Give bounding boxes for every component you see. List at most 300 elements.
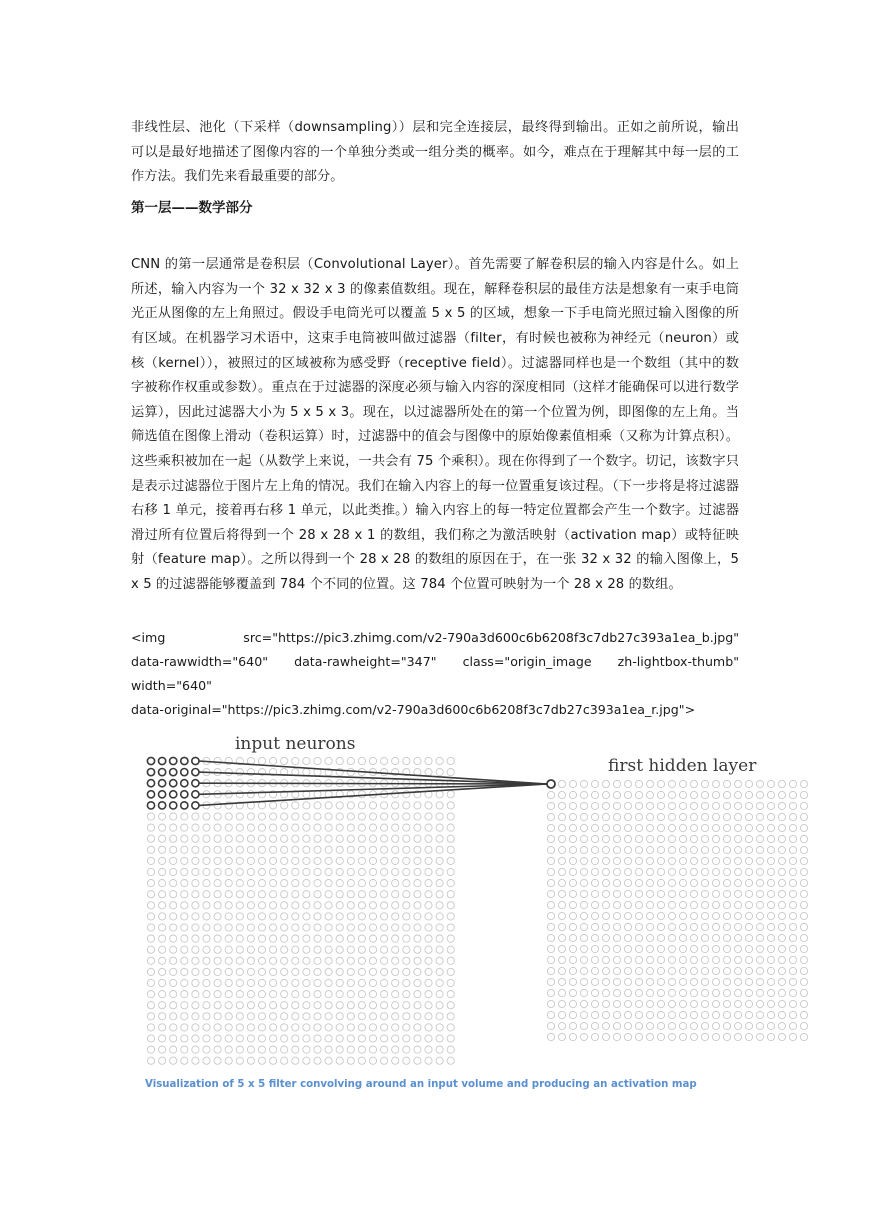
hidden-neuron (690, 868, 697, 875)
input-neuron (203, 991, 210, 998)
hidden-neuron (591, 835, 598, 842)
input-neuron (281, 1057, 288, 1064)
input-neuron (236, 1024, 243, 1031)
input-neuron (247, 1024, 254, 1031)
hidden-neuron (602, 945, 609, 952)
input-neuron (414, 1057, 421, 1064)
input-neuron (369, 891, 376, 898)
hidden-neuron (789, 857, 796, 864)
hidden-neuron (602, 879, 609, 886)
input-neuron (181, 891, 188, 898)
input-neuron (192, 868, 199, 875)
input-neuron (358, 902, 365, 909)
input-neuron (225, 913, 232, 920)
input-neuron (314, 957, 321, 964)
input-neuron (159, 968, 166, 975)
input-neuron (236, 1046, 243, 1053)
input-neuron (270, 857, 277, 864)
input-neuron (203, 846, 210, 853)
filter-neuron (147, 780, 154, 787)
input-neuron (314, 913, 321, 920)
hidden-neuron (690, 824, 697, 831)
hidden-neuron (679, 989, 686, 996)
input-neuron (192, 935, 199, 942)
input-neuron (281, 991, 288, 998)
input-neuron (369, 902, 376, 909)
hidden-neuron (657, 912, 664, 919)
filter-neuron (170, 769, 177, 776)
input-neuron (314, 991, 321, 998)
hidden-neuron (723, 978, 730, 985)
input-neuron (425, 1002, 432, 1009)
hidden-neuron (613, 989, 620, 996)
input-neuron (403, 902, 410, 909)
filter-neuron (147, 802, 154, 809)
hidden-neuron (668, 846, 675, 853)
input-neuron (170, 1035, 177, 1042)
input-neuron (292, 1046, 299, 1053)
input-neuron (369, 835, 376, 842)
input-neuron (258, 979, 265, 986)
hidden-neuron (789, 978, 796, 985)
input-neuron (247, 1057, 254, 1064)
input-neuron (425, 846, 432, 853)
input-neuron (247, 979, 254, 986)
input-neuron (436, 935, 443, 942)
input-neuron (159, 1046, 166, 1053)
input-neuron (258, 935, 265, 942)
input-neuron (403, 968, 410, 975)
hidden-neuron (558, 868, 565, 875)
hidden-neuron (745, 868, 752, 875)
input-neuron (403, 946, 410, 953)
hidden-neuron (602, 956, 609, 963)
hidden-neuron (646, 813, 653, 820)
hidden-neuron (778, 791, 785, 798)
filter-neuron (192, 802, 199, 809)
hidden-neuron (723, 901, 730, 908)
hidden-neuron (580, 978, 587, 985)
hidden-neuron (723, 1022, 730, 1029)
input-neuron (270, 913, 277, 920)
input-neuron (414, 991, 421, 998)
hidden-neuron (690, 1022, 697, 1029)
input-neuron (192, 891, 199, 898)
hidden-neuron (690, 901, 697, 908)
hidden-neuron (635, 813, 642, 820)
img-tag-class: class="origin_image (462, 654, 592, 669)
input-neuron (247, 1046, 254, 1053)
hidden-neuron (624, 934, 631, 941)
hidden-neuron (547, 989, 554, 996)
input-neuron (281, 813, 288, 820)
input-neuron (292, 902, 299, 909)
hidden-neuron (668, 912, 675, 919)
hidden-neuron (602, 791, 609, 798)
hidden-neuron (591, 1000, 598, 1007)
hidden-neuron (580, 879, 587, 886)
hidden-neuron (690, 802, 697, 809)
filter-connection-line (199, 783, 547, 784)
hidden-neuron (756, 967, 763, 974)
input-neuron (436, 868, 443, 875)
hidden-neuron (624, 857, 631, 864)
input-neuron (225, 924, 232, 931)
hidden-neuron (657, 835, 664, 842)
hidden-neuron (657, 945, 664, 952)
input-neuron (414, 857, 421, 864)
input-neuron (236, 813, 243, 820)
input-neuron (303, 802, 310, 809)
input-neuron (325, 880, 332, 887)
input-neuron (303, 1024, 310, 1031)
hidden-neuron (767, 890, 774, 897)
hidden-neuron (591, 1033, 598, 1040)
input-neuron (236, 1002, 243, 1009)
img-tag-rawheight: data-rawheight="347" (294, 654, 437, 669)
hidden-neuron (679, 923, 686, 930)
input-neuron (314, 868, 321, 875)
input-neuron (347, 913, 354, 920)
hidden-neuron (668, 824, 675, 831)
hidden-neuron (723, 857, 730, 864)
input-neuron (358, 857, 365, 864)
input-neuron (414, 813, 421, 820)
input-neuron (258, 846, 265, 853)
hidden-neuron (800, 879, 807, 886)
input-neuron (425, 757, 432, 764)
input-neuron (225, 1024, 232, 1031)
input-neuron (203, 946, 210, 953)
input-neuron (336, 957, 343, 964)
hidden-neuron (602, 989, 609, 996)
hidden-neuron (734, 934, 741, 941)
input-neuron (358, 913, 365, 920)
input-neuron (381, 913, 388, 920)
hidden-neuron (756, 901, 763, 908)
input-neuron (281, 1002, 288, 1009)
input-neuron (147, 924, 154, 931)
input-neuron (247, 891, 254, 898)
hidden-neuron (712, 846, 719, 853)
input-neuron (369, 957, 376, 964)
img-tag-line-4 (131, 698, 739, 722)
input-neuron (159, 846, 166, 853)
hidden-neuron (679, 934, 686, 941)
input-neuron (292, 802, 299, 809)
hidden-neuron (789, 890, 796, 897)
hidden-neuron (745, 956, 752, 963)
input-neuron (325, 913, 332, 920)
input-neuron (436, 991, 443, 998)
hidden-neuron (569, 912, 576, 919)
hidden-neuron (569, 934, 576, 941)
input-neuron (381, 868, 388, 875)
input-neuron (403, 868, 410, 875)
input-neuron (325, 868, 332, 875)
input-neuron (281, 924, 288, 931)
input-neuron (436, 913, 443, 920)
hidden-neuron (690, 1033, 697, 1040)
hidden-neuron (778, 945, 785, 952)
hidden-neuron (591, 934, 598, 941)
input-neuron (414, 1035, 421, 1042)
hidden-neuron (547, 901, 554, 908)
hidden-neuron (635, 835, 642, 842)
input-neuron (403, 1035, 410, 1042)
hidden-neuron (756, 802, 763, 809)
hidden-neuron (591, 923, 598, 930)
hidden-neuron (657, 1011, 664, 1018)
input-neuron (436, 824, 443, 831)
input-neuron (303, 835, 310, 842)
hidden-neuron (558, 835, 565, 842)
hidden-neuron (767, 780, 774, 787)
input-neuron (203, 1002, 210, 1009)
input-neuron (347, 846, 354, 853)
hidden-neuron (745, 945, 752, 952)
input-neuron (147, 1024, 154, 1031)
hidden-neuron (767, 1022, 774, 1029)
input-neuron (381, 1013, 388, 1020)
input-neuron (403, 913, 410, 920)
input-neuron (303, 824, 310, 831)
input-neuron (214, 1002, 221, 1009)
hidden-neuron (756, 1000, 763, 1007)
input-neuron (303, 979, 310, 986)
hidden-neuron (657, 868, 664, 875)
hidden-neuron (646, 945, 653, 952)
input-neuron (292, 868, 299, 875)
input-neuron (292, 891, 299, 898)
input-neuron (214, 868, 221, 875)
input-neuron (281, 902, 288, 909)
input-neuron (403, 1024, 410, 1031)
hidden-neuron (602, 901, 609, 908)
input-neuron (403, 835, 410, 842)
input-neuron (247, 835, 254, 842)
input-neuron (147, 891, 154, 898)
input-neuron (447, 935, 454, 942)
input-neuron (170, 857, 177, 864)
hidden-neuron (734, 879, 741, 886)
hidden-neuron (602, 802, 609, 809)
input-neuron (281, 1024, 288, 1031)
hidden-neuron (657, 802, 664, 809)
input-neuron (258, 891, 265, 898)
input-neuron (270, 1024, 277, 1031)
hidden-neuron (547, 846, 554, 853)
input-neuron (225, 991, 232, 998)
filter-neuron (181, 780, 188, 787)
hidden-neuron (646, 923, 653, 930)
input-neuron (358, 791, 365, 798)
filter-neuron (159, 769, 166, 776)
input-neuron (292, 846, 299, 853)
hidden-neuron (679, 879, 686, 886)
input-neuron (347, 857, 354, 864)
hidden-neuron (547, 813, 554, 820)
input-neuron (436, 1057, 443, 1064)
hidden-neuron (547, 868, 554, 875)
hidden-neuron (723, 802, 730, 809)
input-neuron (403, 857, 410, 864)
hidden-neuron (767, 1011, 774, 1018)
hidden-neuron (734, 802, 741, 809)
input-neuron (236, 824, 243, 831)
hidden-neuron (712, 912, 719, 919)
input-neuron (292, 857, 299, 864)
hidden-neuron (657, 956, 664, 963)
input-neuron-grid (147, 757, 454, 1064)
hidden-neuron (635, 912, 642, 919)
hidden-neuron (635, 879, 642, 886)
hidden-neuron (558, 824, 565, 831)
hidden-neuron (778, 857, 785, 864)
input-neuron (414, 1013, 421, 1020)
hidden-neuron (646, 1000, 653, 1007)
hidden-neuron (646, 912, 653, 919)
hidden-neuron (547, 1033, 554, 1040)
input-neuron (447, 757, 454, 764)
hidden-neuron (712, 835, 719, 842)
input-neuron (358, 935, 365, 942)
input-neuron (258, 946, 265, 953)
input-neuron (247, 868, 254, 875)
input-neuron (247, 1013, 254, 1020)
hidden-neuron (591, 978, 598, 985)
input-neuron (281, 835, 288, 842)
input-neuron (147, 868, 154, 875)
hidden-neuron (690, 1000, 697, 1007)
input-neuron (270, 880, 277, 887)
hidden-neuron (734, 890, 741, 897)
hidden-neuron (701, 923, 708, 930)
input-neuron (181, 913, 188, 920)
hidden-neuron (635, 1022, 642, 1029)
filter-neuron (192, 791, 199, 798)
input-neuron (336, 1002, 343, 1009)
input-neuron (314, 1057, 321, 1064)
input-neuron (203, 913, 210, 920)
input-neuron (414, 1046, 421, 1053)
input-neuron (247, 991, 254, 998)
hidden-neuron (657, 879, 664, 886)
hidden-neuron (778, 879, 785, 886)
input-neuron (303, 957, 310, 964)
hidden-neuron (778, 967, 785, 974)
input-neuron (436, 1002, 443, 1009)
hidden-neuron (756, 890, 763, 897)
hidden-neuron (624, 901, 631, 908)
hidden-neuron (580, 1033, 587, 1040)
input-neuron (336, 902, 343, 909)
hidden-neuron (602, 1022, 609, 1029)
hidden-neuron (569, 923, 576, 930)
hidden-neuron (701, 879, 708, 886)
hidden-neuron (668, 813, 675, 820)
input-neuron (358, 991, 365, 998)
input-neuron (236, 891, 243, 898)
input-neuron (192, 824, 199, 831)
input-neuron (425, 1013, 432, 1020)
hidden-neuron (723, 879, 730, 886)
input-neuron (336, 979, 343, 986)
input-neuron (414, 979, 421, 986)
hidden-neuron (800, 791, 807, 798)
filter-neuron (192, 780, 199, 787)
hidden-neuron (734, 835, 741, 842)
hidden-neuron (712, 1011, 719, 1018)
input-neuron (147, 1013, 154, 1020)
hidden-neuron (778, 923, 785, 930)
input-neuron (414, 802, 421, 809)
hidden-neuron (712, 978, 719, 985)
hidden-neuron (767, 978, 774, 985)
img-tag-rawwidth: data-rawwidth="640" (131, 654, 268, 669)
hidden-neuron (734, 1033, 741, 1040)
input-neuron (347, 1057, 354, 1064)
hidden-neuron (558, 1011, 565, 1018)
hidden-neuron (613, 868, 620, 875)
filter-connection-line (199, 784, 547, 794)
hidden-neuron (624, 890, 631, 897)
input-neuron (447, 924, 454, 931)
hidden-neuron (624, 956, 631, 963)
hidden-neuron (800, 857, 807, 864)
input-neuron (303, 913, 310, 920)
input-neuron (347, 979, 354, 986)
hidden-neuron (712, 1033, 719, 1040)
hidden-neuron (734, 857, 741, 864)
hidden-neuron (745, 1022, 752, 1029)
hidden-neuron (756, 989, 763, 996)
hidden-neuron (800, 1022, 807, 1029)
hidden-neuron (767, 857, 774, 864)
hidden-neuron (613, 1033, 620, 1040)
input-neuron (147, 979, 154, 986)
input-neuron (225, 813, 232, 820)
input-neuron (358, 891, 365, 898)
hidden-neuron (734, 868, 741, 875)
hidden-neuron (723, 912, 730, 919)
input-neuron (147, 935, 154, 942)
hidden-neuron (712, 989, 719, 996)
input-neuron (358, 813, 365, 820)
input-neuron (358, 1046, 365, 1053)
input-neuron (192, 857, 199, 864)
activated-hidden-neuron (547, 780, 555, 788)
hidden-neuron (547, 945, 554, 952)
input-neuron (170, 968, 177, 975)
input-neuron (159, 868, 166, 875)
input-neuron (147, 946, 154, 953)
hidden-neuron (690, 978, 697, 985)
input-neuron (159, 1002, 166, 1009)
input-neuron (181, 924, 188, 931)
hidden-neuron (624, 912, 631, 919)
hidden-neuron (701, 967, 708, 974)
input-neuron (147, 957, 154, 964)
input-neuron (236, 857, 243, 864)
hidden-neuron (679, 868, 686, 875)
input-neuron (258, 868, 265, 875)
hidden-neuron (734, 989, 741, 996)
input-neuron (225, 846, 232, 853)
input-neuron (258, 824, 265, 831)
hidden-neuron (668, 945, 675, 952)
input-neuron (292, 946, 299, 953)
